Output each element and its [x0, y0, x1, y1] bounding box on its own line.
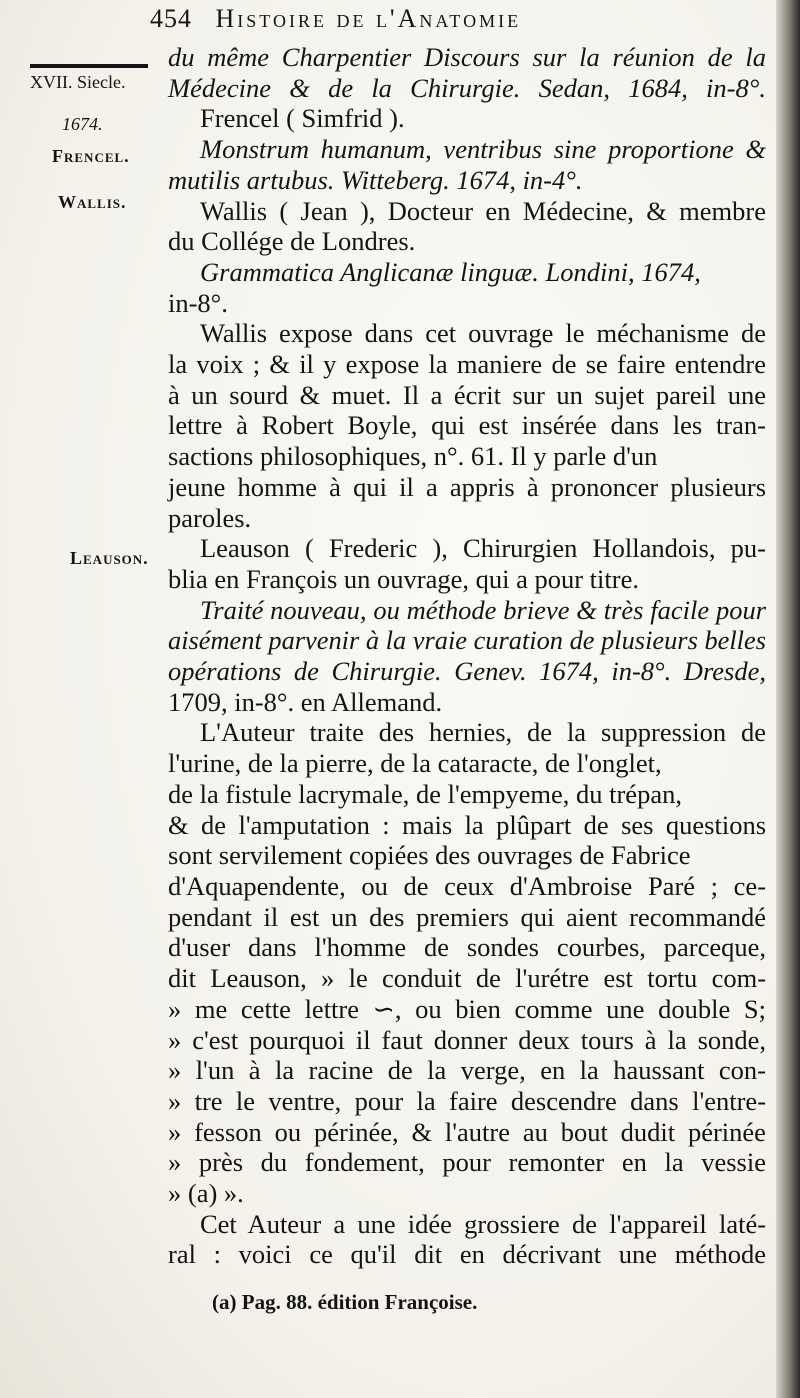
text-line: » tre le ventre, pour la faire descendre dans l'entre-: [168, 1085, 767, 1116]
text-line: » l'un à la racine de la verge, en la haussant con-: [168, 1055, 767, 1086]
text-line: » fesson ou périnée, & l'autre au bout dudit périnée: [168, 1116, 766, 1147]
running-header: [150, 4, 770, 34]
page-number: 454: [150, 4, 192, 33]
text-line: & de l'amputation : mais la plûpart de ses questions: [168, 809, 767, 840]
text-line: jeune homme à qui il a appris à prononcer plusieurs: [168, 471, 767, 502]
text-line: 1709, in-8°. en Allemand.: [168, 686, 443, 717]
text-line: » près du fondement, pour remonter en la vessie: [168, 1147, 766, 1178]
margin-wallis: Wallis.: [58, 192, 127, 212]
text-line: Frencel ( Simfrid ).: [200, 103, 405, 134]
text-line: de la fistule lacrymale, de l'empyeme, du trépan,: [168, 778, 682, 809]
text-line: Traité nouveau, ou méthode brieve & très facile pour: [200, 594, 767, 625]
margin-rule: [30, 64, 148, 68]
text-line: sont servilement copiées des ouvrages de Fabrice: [168, 840, 691, 871]
text-line: l'urine, de la pierre, de la cataracte, de l'onglet,: [168, 748, 662, 779]
text-line: Grammatica Anglicanæ linguæ. Londini, 1674,: [200, 256, 701, 287]
text-line: Monstrum humanum, ventribus sine proportione &: [200, 134, 766, 165]
margin-century: XVII. Siecle.: [30, 72, 126, 92]
text-line: mutilis artubus. Witteberg. 1674, in-4°.: [168, 164, 583, 195]
text-line: » (a) ».: [168, 1178, 244, 1209]
text-line: Wallis ( Jean ), Docteur en Médecine, & membre: [200, 195, 766, 226]
running-title: Histoire de l'Anatomie: [215, 4, 522, 33]
text-line: pendant il est un des premiers qui aient recommandé: [168, 901, 767, 932]
page-gutter-shadow: [776, 0, 800, 1398]
text-line: Médecine & de la Chirurgie. Sedan, 1684, in-8°.: [168, 72, 766, 103]
text-line: à un sourd & muet. Il a écrit sur un sujet pareil une: [168, 379, 766, 410]
text-line: dit Leauson, » le conduit de l'urétre est tortu com-: [168, 963, 767, 994]
text-line: lettre à Robert Boyle, qui est insérée dans les tran-: [168, 410, 766, 441]
text-line: Leauson ( Frederic ), Chirurgien Hollandois, pu-: [200, 533, 766, 564]
text-line: du Collége de Londres.: [168, 226, 416, 257]
margin-year: 1674.: [62, 114, 103, 134]
margin-frencel: Frencel.: [52, 146, 130, 166]
footnote: (a) Pag. 88. édition Françoise.: [212, 1290, 478, 1314]
text-line: » me cette lettre ∽, ou bien comme une double S;: [168, 993, 766, 1024]
text-line: opérations de Chirurgie. Genev. 1674, in-8°. Dresde,: [168, 656, 766, 687]
main-text: [168, 42, 766, 1270]
text-line: paroles.: [168, 502, 252, 533]
text-line: la voix ; & il y expose la maniere de se faire entendre: [168, 349, 767, 380]
text-line: L'Auteur traite des hernies, de la suppression de: [200, 717, 767, 748]
text-line: du même Charpentier Discours sur la réunion de la: [168, 42, 766, 72]
text-line: d'user dans l'homme de sondes courbes, parceque,: [168, 932, 766, 963]
text-line: Wallis expose dans cet ouvrage le méchanisme de: [200, 318, 766, 349]
text-line: in-8°.: [168, 287, 228, 318]
text-line: sactions philosophiques, n°. 61. Il y parle d'un: [168, 441, 658, 472]
text-line: aisément parvenir à la vraie curation de plusieurs belles: [168, 625, 766, 656]
text-line: blia en François un ouvrage, qui a pour titre.: [168, 563, 639, 594]
text-line: ral : voici ce qu'il dit en décrivant une méthode: [168, 1239, 766, 1270]
margin-leauson: Leauson.: [70, 548, 149, 568]
text-line: Cet Auteur a une idée grossiere de l'appareil laté-: [200, 1208, 767, 1239]
text-line: » c'est pourquoi il faut donner deux tours à la sonde,: [168, 1024, 767, 1055]
text-line: d'Aquapendente, ou de ceux d'Ambroise Paré ; ce-: [168, 870, 767, 901]
